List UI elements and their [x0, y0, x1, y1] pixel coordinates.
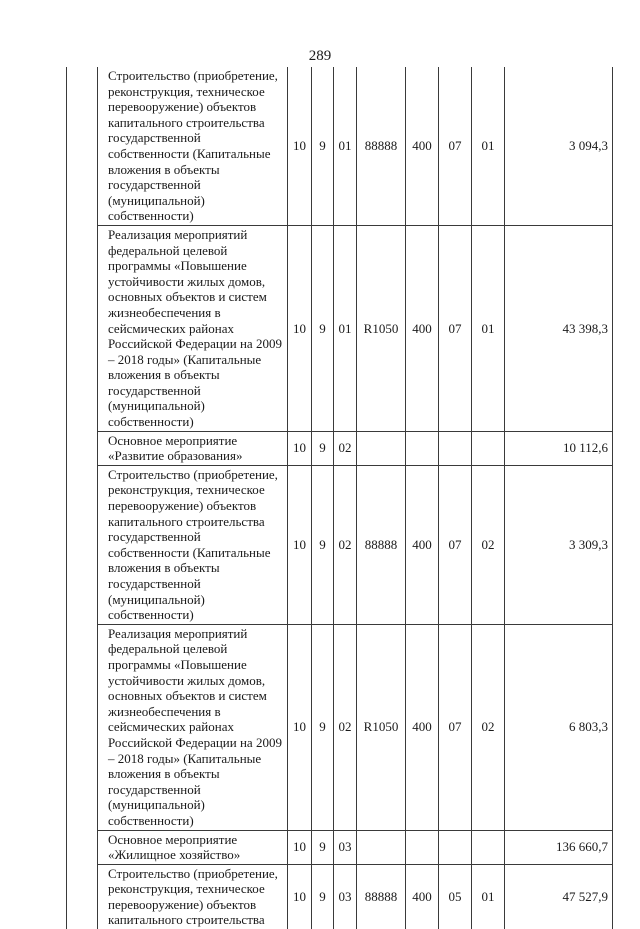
row-code-cell: 400 [406, 225, 439, 431]
row-code-cell [472, 830, 505, 864]
row-number-cell [67, 67, 98, 225]
row-number-cell [67, 465, 98, 624]
row-code-cell: 9 [312, 465, 334, 624]
row-code-cell: R1050 [357, 624, 406, 830]
row-code-cell: 9 [312, 225, 334, 431]
row-code-cell: 400 [406, 624, 439, 830]
row-code-cell: 10 [288, 624, 312, 830]
row-code-cell: 03 [334, 864, 357, 929]
row-code-cell: R1050 [357, 225, 406, 431]
row-name: Основное мероприятие «Развитие образования» [98, 431, 288, 465]
row-amount: 3 094,3 [505, 67, 613, 225]
row-code-cell: 02 [472, 465, 505, 624]
table-row [67, 225, 613, 431]
row-code-cell: 9 [312, 830, 334, 864]
row-name: Строительство (приобретение, реконструкция, техническое перевооружение) объектов капитального строительства государственной собственности (Капитальные вложения в объекты государственной (муниципальной) собственности) [98, 465, 288, 624]
table-row [67, 830, 613, 864]
row-code-cell: 9 [312, 431, 334, 465]
row-code-cell: 10 [288, 864, 312, 929]
page-number: 289 [308, 48, 332, 64]
table-row [67, 624, 613, 830]
row-code-cell [472, 431, 505, 465]
row-code-cell: 01 [472, 67, 505, 225]
row-code-cell: 07 [439, 67, 472, 225]
row-code-cell: 400 [406, 465, 439, 624]
row-code-cell: 10 [288, 67, 312, 225]
table-row [67, 67, 613, 225]
row-amount: 6 803,3 [505, 624, 613, 830]
budget-table [66, 67, 613, 929]
row-code-cell: 01 [334, 67, 357, 225]
row-code-cell: 88888 [357, 864, 406, 929]
row-number-cell [67, 225, 98, 431]
row-code-cell: 9 [312, 67, 334, 225]
row-code-cell: 400 [406, 67, 439, 225]
row-code-cell: 01 [472, 864, 505, 929]
row-amount: 43 398,3 [505, 225, 613, 431]
row-code-cell [357, 431, 406, 465]
row-code-cell: 10 [288, 465, 312, 624]
row-name: Реализация мероприятий федеральной целевой программы «Повышение устойчивости жилых домов, основных объектов и систем жизнеобеспечения в сейсмических районах Российской Федерации на 2009 – 2018 годы» (Капитальные вложения в объекты государственной (муниципальной) собственности) [98, 225, 288, 431]
row-amount: 10 112,6 [505, 431, 613, 465]
row-code-cell: 10 [288, 830, 312, 864]
row-code-cell: 10 [288, 431, 312, 465]
row-code-cell [406, 431, 439, 465]
row-code-cell: 88888 [357, 67, 406, 225]
row-code-cell: 10 [288, 225, 312, 431]
table-row [67, 864, 613, 929]
row-code-cell: 03 [334, 830, 357, 864]
row-number-cell [67, 624, 98, 830]
row-code-cell: 400 [406, 864, 439, 929]
row-code-cell: 05 [439, 864, 472, 929]
row-number-cell [67, 830, 98, 864]
row-code-cell [439, 431, 472, 465]
row-code-cell: 9 [312, 624, 334, 830]
row-code-cell: 88888 [357, 465, 406, 624]
row-amount: 47 527,9 [505, 864, 613, 929]
row-code-cell: 07 [439, 465, 472, 624]
row-code-cell: 01 [334, 225, 357, 431]
row-code-cell: 02 [334, 624, 357, 830]
row-name: Строительство (приобретение, реконструкция, техническое перевооружение) объектов капитального строительства [98, 864, 288, 929]
row-name: Основное мероприятие «Жилищное хозяйство» [98, 830, 288, 864]
row-code-cell: 07 [439, 225, 472, 431]
row-number-cell [67, 431, 98, 465]
row-code-cell [406, 830, 439, 864]
row-code-cell: 07 [439, 624, 472, 830]
table-row [67, 431, 613, 465]
row-code-cell: 02 [472, 624, 505, 830]
row-amount: 3 309,3 [505, 465, 613, 624]
row-number-cell [67, 864, 98, 929]
row-name: Реализация мероприятий федеральной целевой программы «Повышение устойчивости жилых домов, основных объектов и систем жизнеобеспечения в сейсмических районах Российской Федерации на 2009 – 2018 годы» (Капитальные вложения в объекты государственной (муниципальной) собственности) [98, 624, 288, 830]
table-row [67, 465, 613, 624]
row-code-cell: 9 [312, 864, 334, 929]
row-code-cell: 01 [472, 225, 505, 431]
row-amount: 136 660,7 [505, 830, 613, 864]
row-code-cell: 02 [334, 431, 357, 465]
row-code-cell [439, 830, 472, 864]
row-name: Строительство (приобретение, реконструкция, техническое перевооружение) объектов капитального строительства государственной собственности (Капитальные вложения в объекты государственной (муниципальной) собственности) [98, 67, 288, 225]
row-code-cell: 02 [334, 465, 357, 624]
row-code-cell [357, 830, 406, 864]
